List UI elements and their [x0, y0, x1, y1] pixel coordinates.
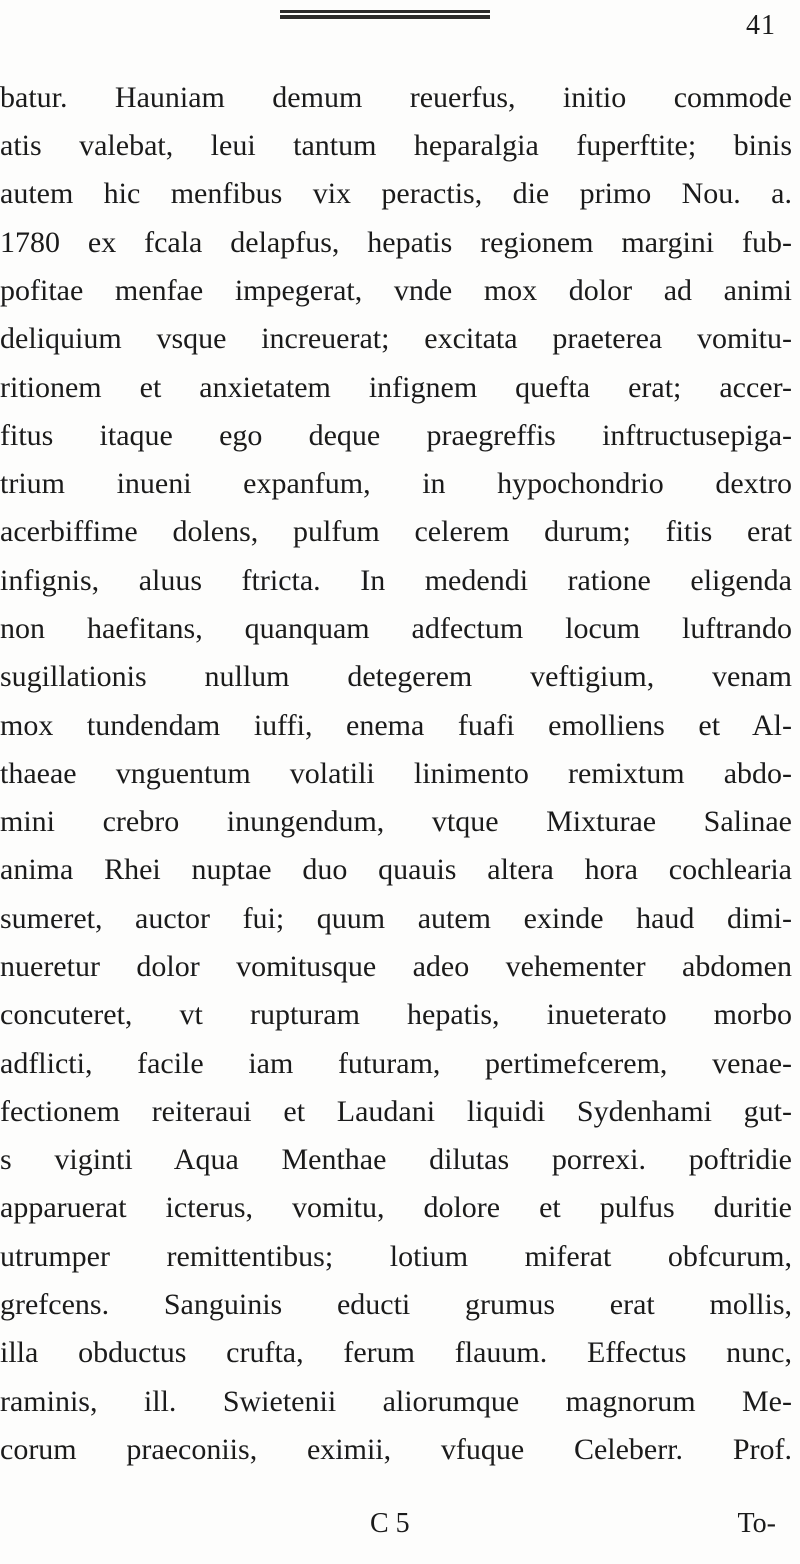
text-line: anima Rhei nuptae duo quauis altera hora cochlearia [0, 853, 792, 886]
text-line: apparuerat icterus, vomitu, dolore et pulfus duritie [0, 1191, 792, 1224]
text-line: infignis, aluus ftricta. In medendi ratione eligenda [0, 564, 792, 597]
text-line: nueretur dolor vomitusque adeo vehementer abdomen [0, 950, 792, 983]
page-number: 41 [746, 10, 776, 41]
text-line: fitus itaque ego deque praegreffis inftructusepiga- [0, 419, 792, 452]
text-line: grefcens. Sanguinis educti grumus erat mollis, [0, 1288, 792, 1321]
text-line: sugillationis nullum detegerem veftigium, venam [0, 660, 792, 693]
text-line: batur. Hauniam demum reuerfus, initio commode [0, 81, 792, 114]
text-line: raminis, ill. Swietenii aliorumque magnorum Me- [0, 1385, 792, 1418]
text-line: atis valebat, leui tantum heparalgia fuperftite; binis [0, 129, 792, 162]
signature-mark: C 5 [370, 1508, 410, 1539]
text-line: illa obductus crufta, ferum flauum. Effectus nunc, [0, 1336, 792, 1369]
text-line: fectionem reiteraui et Laudani liquidi Sydenhami gut- [0, 1095, 792, 1128]
text-line: non haefitans, quanquam adfectum locum luftrando [0, 612, 792, 645]
text-line: deliquium vsque increuerat; excitata praeterea vomitu- [0, 322, 792, 355]
text-line: utrumper remittentibus; lotium miferat obfcurum, [0, 1240, 792, 1273]
text-line: adflicti, facile iam futuram, pertimefcerem, venae- [0, 1047, 792, 1080]
text-line: trium inueni expanfum, in hypochondrio dextro [0, 467, 792, 500]
text-line: pofitae menfae impegerat, vnde mox dolor ad animi [0, 274, 792, 307]
text-line: 1780 ex fcala delapfus, hepatis regionem margini fub- [0, 226, 792, 259]
text-line: acerbiffime dolens, pulfum celerem durum; fitis erat [0, 515, 792, 548]
catchword: To- [737, 1508, 776, 1539]
text-line: mini crebro inungendum, vtque Mixturae Salinae [0, 805, 792, 838]
text-line: s viginti Aqua Menthae dilutas porrexi. poftridie [0, 1143, 792, 1176]
text-line: thaeae vnguentum volatili linimento remixtum abdo- [0, 757, 792, 790]
text-line: autem hic menfibus vix peractis, die primo Nou. a. [0, 177, 792, 210]
text-line: concuteret, vt rupturam hepatis, inueterato morbo [0, 998, 792, 1031]
header-rule [280, 10, 490, 19]
text-line: corum praeconiis, eximii, vfuque Celeberr. Prof. [0, 1433, 792, 1466]
text-line: mox tundendam iuffi, enema fuafi emolliens et Al- [0, 709, 792, 742]
text-line: ritionem et anxietatem infignem quefta erat; accer- [0, 371, 792, 404]
text-line: sumeret, auctor fui; quum autem exinde haud dimi- [0, 902, 792, 935]
